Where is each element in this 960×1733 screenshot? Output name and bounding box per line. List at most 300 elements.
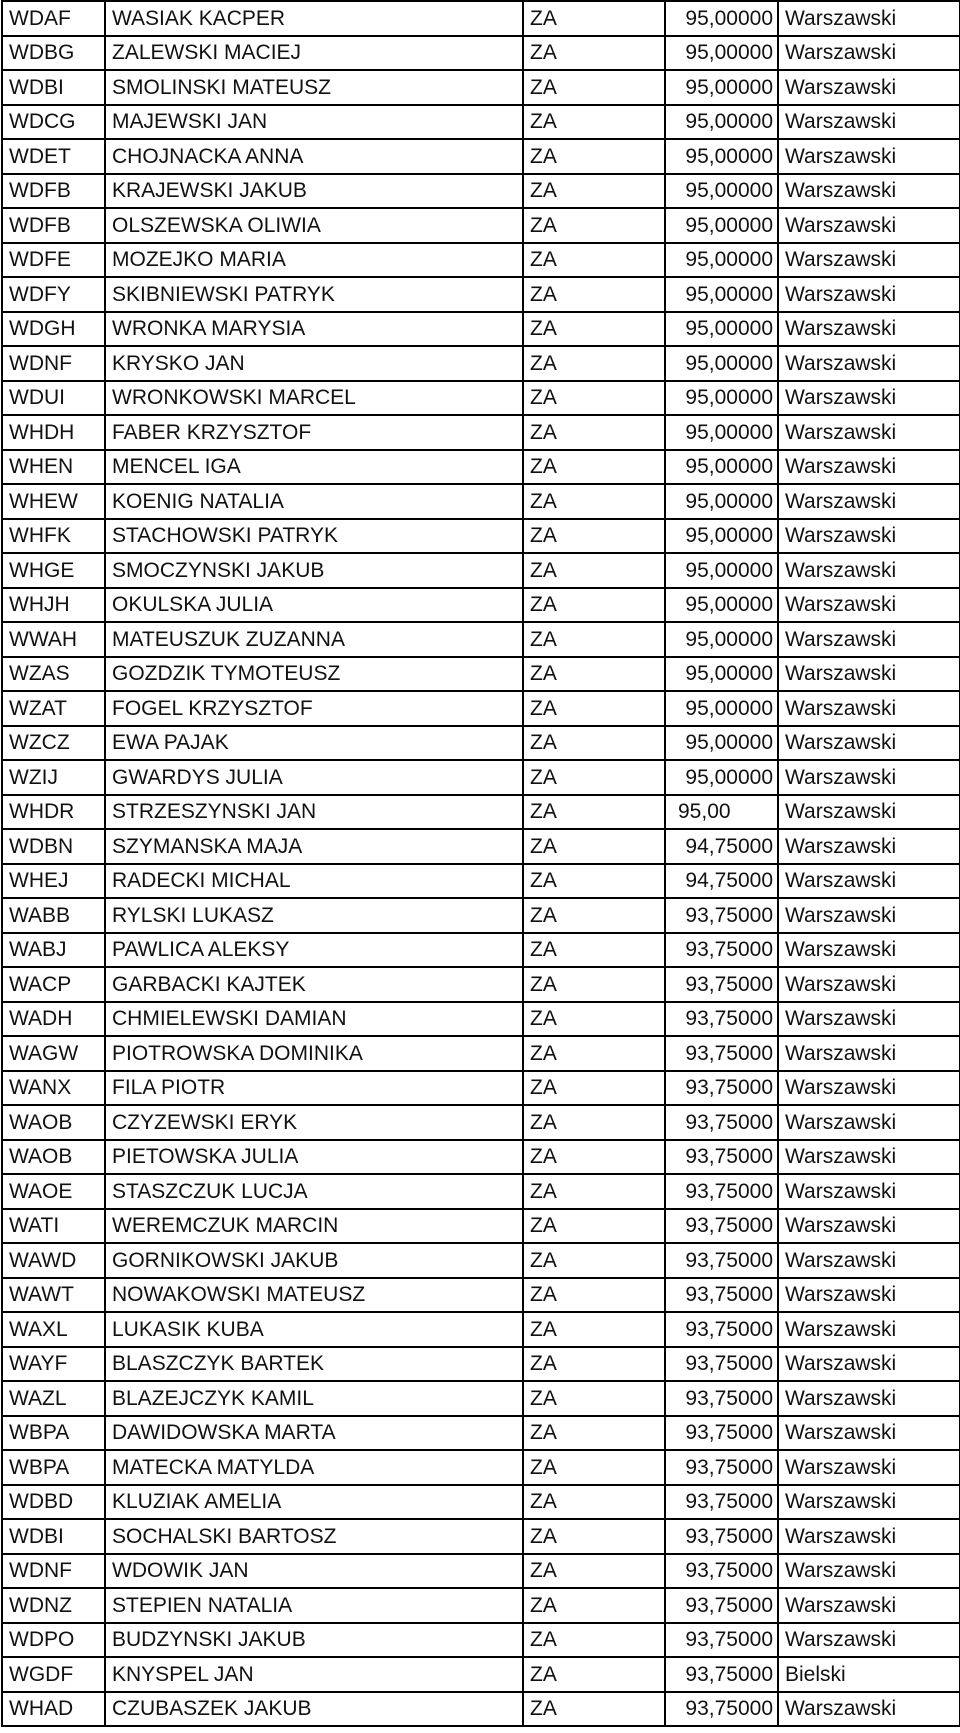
cell-code: WDBI xyxy=(2,1519,105,1554)
cell-city: Warszawski xyxy=(778,1416,960,1451)
table-row xyxy=(2,622,960,657)
cell-city: Warszawski xyxy=(778,795,960,830)
table-row xyxy=(2,795,960,830)
cell-code: WHAD xyxy=(2,1692,105,1727)
cell-code: WDGH xyxy=(2,312,105,347)
cell-score: 93,75000 xyxy=(665,1071,778,1106)
cell-group: ZA xyxy=(523,1623,665,1658)
cell-city: Warszawski xyxy=(778,553,960,588)
cell-group: ZA xyxy=(523,1105,665,1140)
cell-group: ZA xyxy=(523,1554,665,1589)
table-row xyxy=(2,105,960,140)
cell-code: WABB xyxy=(2,898,105,933)
cell-name: KRAJEWSKI JAKUB xyxy=(105,174,523,209)
cell-score: 95,00000 xyxy=(665,139,778,174)
cell-code: WZCZ xyxy=(2,726,105,761)
cell-code: WDPO xyxy=(2,1623,105,1658)
cell-score: 95,00 xyxy=(665,795,778,830)
cell-group: ZA xyxy=(523,726,665,761)
cell-city: Warszawski xyxy=(778,829,960,864)
cell-code: WAOB xyxy=(2,1140,105,1175)
cell-code: WHDH xyxy=(2,415,105,450)
cell-name: KLUZIAK AMELIA xyxy=(105,1485,523,1520)
cell-score: 95,00000 xyxy=(665,691,778,726)
cell-group: ZA xyxy=(523,139,665,174)
table-row xyxy=(2,553,960,588)
table-row xyxy=(2,1,960,36)
cell-name: RYLSKI LUKASZ xyxy=(105,898,523,933)
cell-code: WAWT xyxy=(2,1278,105,1313)
cell-name: DAWIDOWSKA MARTA xyxy=(105,1416,523,1451)
cell-name: ZALEWSKI MACIEJ xyxy=(105,36,523,71)
cell-city: Warszawski xyxy=(778,1450,960,1485)
table-row xyxy=(2,450,960,485)
cell-code: WDNF xyxy=(2,1554,105,1589)
cell-name: KRYSKO JAN xyxy=(105,346,523,381)
cell-group: ZA xyxy=(523,415,665,450)
cell-group: ZA xyxy=(523,691,665,726)
table-row xyxy=(2,726,960,761)
cell-code: WDBG xyxy=(2,36,105,71)
table-row xyxy=(2,1416,960,1451)
cell-score: 93,75000 xyxy=(665,1243,778,1278)
table-row xyxy=(2,1519,960,1554)
cell-group: ZA xyxy=(523,795,665,830)
cell-code: WAXL xyxy=(2,1312,105,1347)
cell-city: Warszawski xyxy=(778,1692,960,1727)
cell-code: WBPA xyxy=(2,1416,105,1451)
cell-name: WDOWIK JAN xyxy=(105,1554,523,1589)
cell-city: Warszawski xyxy=(778,346,960,381)
table-row xyxy=(2,1588,960,1623)
cell-score: 95,00000 xyxy=(665,450,778,485)
cell-score: 93,75000 xyxy=(665,1036,778,1071)
cell-group: ZA xyxy=(523,277,665,312)
table-row xyxy=(2,174,960,209)
cell-score: 94,75000 xyxy=(665,829,778,864)
cell-name: MATECKA MATYLDA xyxy=(105,1450,523,1485)
cell-score: 93,75000 xyxy=(665,1519,778,1554)
cell-city: Warszawski xyxy=(778,1002,960,1037)
cell-score: 93,75000 xyxy=(665,1623,778,1658)
cell-group: ZA xyxy=(523,519,665,554)
cell-name: MAJEWSKI JAN xyxy=(105,105,523,140)
cell-group: ZA xyxy=(523,1519,665,1554)
cell-score: 93,75000 xyxy=(665,1002,778,1037)
cell-name: SKIBNIEWSKI PATRYK xyxy=(105,277,523,312)
table-row xyxy=(2,1002,960,1037)
cell-city: Warszawski xyxy=(778,1381,960,1416)
cell-city: Warszawski xyxy=(778,381,960,416)
cell-name: PIOTROWSKA DOMINIKA xyxy=(105,1036,523,1071)
cell-group: ZA xyxy=(523,1416,665,1451)
cell-group: ZA xyxy=(523,1485,665,1520)
cell-group: ZA xyxy=(523,105,665,140)
table-row xyxy=(2,1554,960,1589)
cell-city: Warszawski xyxy=(778,139,960,174)
cell-group: ZA xyxy=(523,553,665,588)
table-row xyxy=(2,1347,960,1382)
cell-code: WZAS xyxy=(2,657,105,692)
cell-code: WAGW xyxy=(2,1036,105,1071)
table-row xyxy=(2,657,960,692)
cell-score: 93,75000 xyxy=(665,1140,778,1175)
cell-code: WDFE xyxy=(2,243,105,278)
cell-city: Warszawski xyxy=(778,1174,960,1209)
cell-group: ZA xyxy=(523,898,665,933)
cell-name: STEPIEN NATALIA xyxy=(105,1588,523,1623)
cell-name: SMOLINSKI MATEUSZ xyxy=(105,70,523,105)
cell-name: MENCEL IGA xyxy=(105,450,523,485)
cell-score: 95,00000 xyxy=(665,1,778,36)
cell-score: 95,00000 xyxy=(665,70,778,105)
cell-city: Warszawski xyxy=(778,691,960,726)
cell-city: Warszawski xyxy=(778,1554,960,1589)
cell-city: Warszawski xyxy=(778,243,960,278)
cell-code: WDCG xyxy=(2,105,105,140)
cell-code: WDUI xyxy=(2,381,105,416)
cell-city: Warszawski xyxy=(778,1485,960,1520)
cell-group: ZA xyxy=(523,1450,665,1485)
cell-group: ZA xyxy=(523,450,665,485)
cell-code: WHEJ xyxy=(2,864,105,899)
cell-group: ZA xyxy=(523,243,665,278)
cell-name: FABER KRZYSZTOF xyxy=(105,415,523,450)
cell-city: Warszawski xyxy=(778,484,960,519)
cell-code: WHDR xyxy=(2,795,105,830)
table-row xyxy=(2,519,960,554)
cell-city: Warszawski xyxy=(778,1623,960,1658)
cell-code: WANX xyxy=(2,1071,105,1106)
cell-name: EWA PAJAK xyxy=(105,726,523,761)
cell-score: 95,00000 xyxy=(665,726,778,761)
results-table xyxy=(1,0,960,1727)
cell-group: ZA xyxy=(523,967,665,1002)
cell-score: 95,00000 xyxy=(665,36,778,71)
cell-code: WHFK xyxy=(2,519,105,554)
cell-city: Warszawski xyxy=(778,760,960,795)
cell-code: WDET xyxy=(2,139,105,174)
cell-score: 93,75000 xyxy=(665,1209,778,1244)
table-row xyxy=(2,243,960,278)
cell-code: WABJ xyxy=(2,933,105,968)
table-row xyxy=(2,1105,960,1140)
table-row xyxy=(2,484,960,519)
cell-group: ZA xyxy=(523,312,665,347)
cell-group: ZA xyxy=(523,381,665,416)
cell-code: WACP xyxy=(2,967,105,1002)
table-row xyxy=(2,1071,960,1106)
cell-score: 93,75000 xyxy=(665,1381,778,1416)
cell-code: WAYF xyxy=(2,1347,105,1382)
cell-name: CHOJNACKA ANNA xyxy=(105,139,523,174)
table-row xyxy=(2,139,960,174)
cell-code: WADH xyxy=(2,1002,105,1037)
table-row xyxy=(2,588,960,623)
cell-group: ZA xyxy=(523,864,665,899)
cell-group: ZA xyxy=(523,36,665,71)
cell-score: 95,00000 xyxy=(665,312,778,347)
cell-group: ZA xyxy=(523,1243,665,1278)
table-row xyxy=(2,1381,960,1416)
cell-group: ZA xyxy=(523,1174,665,1209)
table-row xyxy=(2,1450,960,1485)
cell-group: ZA xyxy=(523,829,665,864)
cell-city: Warszawski xyxy=(778,657,960,692)
cell-city: Warszawski xyxy=(778,588,960,623)
table-row xyxy=(2,208,960,243)
cell-group: ZA xyxy=(523,588,665,623)
cell-code: WDBD xyxy=(2,1485,105,1520)
table-row xyxy=(2,1243,960,1278)
cell-name: WEREMCZUK MARCIN xyxy=(105,1209,523,1244)
cell-code: WGDF xyxy=(2,1657,105,1692)
cell-code: WAZL xyxy=(2,1381,105,1416)
cell-group: ZA xyxy=(523,1002,665,1037)
table-row xyxy=(2,277,960,312)
cell-group: ZA xyxy=(523,657,665,692)
cell-name: FOGEL KRZYSZTOF xyxy=(105,691,523,726)
cell-group: ZA xyxy=(523,1140,665,1175)
cell-city: Warszawski xyxy=(778,1036,960,1071)
cell-city: Warszawski xyxy=(778,933,960,968)
cell-score: 93,75000 xyxy=(665,1657,778,1692)
table-row xyxy=(2,1278,960,1313)
cell-city: Warszawski xyxy=(778,450,960,485)
cell-score: 93,75000 xyxy=(665,967,778,1002)
cell-name: NOWAKOWSKI MATEUSZ xyxy=(105,1278,523,1313)
cell-name: WASIAK KACPER xyxy=(105,1,523,36)
cell-city: Warszawski xyxy=(778,1105,960,1140)
table-row xyxy=(2,1657,960,1692)
table-row xyxy=(2,415,960,450)
cell-name: PIETOWSKA JULIA xyxy=(105,1140,523,1175)
cell-code: WBPA xyxy=(2,1450,105,1485)
cell-group: ZA xyxy=(523,1692,665,1727)
cell-city: Warszawski xyxy=(778,277,960,312)
cell-score: 93,75000 xyxy=(665,1105,778,1140)
cell-name: BLASZCZYK BARTEK xyxy=(105,1347,523,1382)
cell-group: ZA xyxy=(523,933,665,968)
table-row xyxy=(2,898,960,933)
cell-name: WRONKA MARYSIA xyxy=(105,312,523,347)
cell-code: WAOB xyxy=(2,1105,105,1140)
cell-city: Bielski xyxy=(778,1657,960,1692)
cell-score: 94,75000 xyxy=(665,864,778,899)
cell-group: ZA xyxy=(523,1278,665,1313)
table-row xyxy=(2,1312,960,1347)
cell-group: ZA xyxy=(523,70,665,105)
table-row xyxy=(2,933,960,968)
cell-score: 93,75000 xyxy=(665,1450,778,1485)
cell-city: Warszawski xyxy=(778,622,960,657)
cell-score: 95,00000 xyxy=(665,622,778,657)
cell-city: Warszawski xyxy=(778,1140,960,1175)
cell-city: Warszawski xyxy=(778,1278,960,1313)
cell-name: FILA PIOTR xyxy=(105,1071,523,1106)
table-row xyxy=(2,1623,960,1658)
cell-score: 95,00000 xyxy=(665,553,778,588)
cell-group: ZA xyxy=(523,1209,665,1244)
cell-city: Warszawski xyxy=(778,1347,960,1382)
cell-score: 93,75000 xyxy=(665,1416,778,1451)
cell-name: CZUBASZEK JAKUB xyxy=(105,1692,523,1727)
cell-code: WAWD xyxy=(2,1243,105,1278)
cell-score: 95,00000 xyxy=(665,277,778,312)
cell-code: WDNZ xyxy=(2,1588,105,1623)
table-row xyxy=(2,1485,960,1520)
cell-score: 95,00000 xyxy=(665,484,778,519)
cell-score: 93,75000 xyxy=(665,1692,778,1727)
cell-score: 95,00000 xyxy=(665,381,778,416)
cell-score: 95,00000 xyxy=(665,760,778,795)
cell-score: 93,75000 xyxy=(665,1312,778,1347)
cell-name: GORNIKOWSKI JAKUB xyxy=(105,1243,523,1278)
cell-code: WDNF xyxy=(2,346,105,381)
cell-code: WHGE xyxy=(2,553,105,588)
cell-name: WRONKOWSKI MARCEL xyxy=(105,381,523,416)
cell-city: Warszawski xyxy=(778,1519,960,1554)
table-row xyxy=(2,1174,960,1209)
cell-city: Warszawski xyxy=(778,174,960,209)
cell-code: WZAT xyxy=(2,691,105,726)
cell-name: KNYSPEL JAN xyxy=(105,1657,523,1692)
cell-name: SZYMANSKA MAJA xyxy=(105,829,523,864)
table-row xyxy=(2,70,960,105)
table-row xyxy=(2,691,960,726)
cell-name: RADECKI MICHAL xyxy=(105,864,523,899)
cell-group: ZA xyxy=(523,484,665,519)
cell-group: ZA xyxy=(523,1347,665,1382)
cell-name: MATEUSZUK ZUZANNA xyxy=(105,622,523,657)
cell-name: PAWLICA ALEKSY xyxy=(105,933,523,968)
cell-score: 95,00000 xyxy=(665,519,778,554)
cell-name: SOCHALSKI BARTOSZ xyxy=(105,1519,523,1554)
cell-city: Warszawski xyxy=(778,1,960,36)
table-row xyxy=(2,381,960,416)
cell-city: Warszawski xyxy=(778,1243,960,1278)
cell-code: WZIJ xyxy=(2,760,105,795)
cell-name: STRZESZYNSKI JAN xyxy=(105,795,523,830)
cell-score: 93,75000 xyxy=(665,898,778,933)
cell-score: 95,00000 xyxy=(665,105,778,140)
cell-score: 93,75000 xyxy=(665,1588,778,1623)
cell-group: ZA xyxy=(523,1312,665,1347)
cell-score: 93,75000 xyxy=(665,1174,778,1209)
table-row xyxy=(2,346,960,381)
cell-name: CHMIELEWSKI DAMIAN xyxy=(105,1002,523,1037)
cell-city: Warszawski xyxy=(778,70,960,105)
cell-group: ZA xyxy=(523,1588,665,1623)
results-table-body xyxy=(2,1,960,1726)
cell-name: OLSZEWSKA OLIWIA xyxy=(105,208,523,243)
cell-code: WDFY xyxy=(2,277,105,312)
cell-score: 95,00000 xyxy=(665,415,778,450)
cell-name: SMOCZYNSKI JAKUB xyxy=(105,553,523,588)
table-row xyxy=(2,1692,960,1727)
table-row xyxy=(2,829,960,864)
table-row xyxy=(2,864,960,899)
cell-name: LUKASIK KUBA xyxy=(105,1312,523,1347)
cell-name: BLAZEJCZYK KAMIL xyxy=(105,1381,523,1416)
cell-city: Warszawski xyxy=(778,1588,960,1623)
cell-code: WHEW xyxy=(2,484,105,519)
cell-city: Warszawski xyxy=(778,967,960,1002)
table-row xyxy=(2,760,960,795)
cell-name: MOZEJKO MARIA xyxy=(105,243,523,278)
cell-name: CZYZEWSKI ERYK xyxy=(105,1105,523,1140)
cell-score: 93,75000 xyxy=(665,1278,778,1313)
cell-score: 95,00000 xyxy=(665,208,778,243)
cell-group: ZA xyxy=(523,1071,665,1106)
cell-name: BUDZYNSKI JAKUB xyxy=(105,1623,523,1658)
cell-name: STASZCZUK LUCJA xyxy=(105,1174,523,1209)
cell-code: WDBI xyxy=(2,70,105,105)
cell-score: 95,00000 xyxy=(665,588,778,623)
cell-code: WHEN xyxy=(2,450,105,485)
cell-code: WDFB xyxy=(2,208,105,243)
cell-code: WDAF xyxy=(2,1,105,36)
cell-code: WDBN xyxy=(2,829,105,864)
cell-city: Warszawski xyxy=(778,208,960,243)
cell-group: ZA xyxy=(523,760,665,795)
cell-name: STACHOWSKI PATRYK xyxy=(105,519,523,554)
cell-name: GOZDZIK TYMOTEUSZ xyxy=(105,657,523,692)
cell-code: WAOE xyxy=(2,1174,105,1209)
cell-group: ZA xyxy=(523,1657,665,1692)
cell-score: 95,00000 xyxy=(665,174,778,209)
cell-score: 93,75000 xyxy=(665,933,778,968)
cell-score: 95,00000 xyxy=(665,346,778,381)
cell-group: ZA xyxy=(523,174,665,209)
cell-group: ZA xyxy=(523,208,665,243)
cell-city: Warszawski xyxy=(778,415,960,450)
cell-name: GARBACKI KAJTEK xyxy=(105,967,523,1002)
cell-group: ZA xyxy=(523,1381,665,1416)
cell-city: Warszawski xyxy=(778,519,960,554)
cell-group: ZA xyxy=(523,346,665,381)
cell-city: Warszawski xyxy=(778,864,960,899)
cell-city: Warszawski xyxy=(778,105,960,140)
cell-code: WWAH xyxy=(2,622,105,657)
cell-city: Warszawski xyxy=(778,312,960,347)
cell-city: Warszawski xyxy=(778,1071,960,1106)
cell-name: GWARDYS JULIA xyxy=(105,760,523,795)
table-row xyxy=(2,36,960,71)
cell-group: ZA xyxy=(523,1036,665,1071)
table-row xyxy=(2,1140,960,1175)
cell-city: Warszawski xyxy=(778,36,960,71)
cell-score: 93,75000 xyxy=(665,1554,778,1589)
table-row xyxy=(2,1209,960,1244)
cell-city: Warszawski xyxy=(778,1209,960,1244)
cell-score: 95,00000 xyxy=(665,243,778,278)
cell-city: Warszawski xyxy=(778,1312,960,1347)
table-row xyxy=(2,312,960,347)
cell-code: WATI xyxy=(2,1209,105,1244)
cell-group: ZA xyxy=(523,1,665,36)
cell-score: 93,75000 xyxy=(665,1485,778,1520)
cell-city: Warszawski xyxy=(778,726,960,761)
cell-name: KOENIG NATALIA xyxy=(105,484,523,519)
cell-score: 93,75000 xyxy=(665,1347,778,1382)
cell-code: WHJH xyxy=(2,588,105,623)
cell-city: Warszawski xyxy=(778,898,960,933)
cell-score: 95,00000 xyxy=(665,657,778,692)
table-row xyxy=(2,1036,960,1071)
cell-group: ZA xyxy=(523,622,665,657)
cell-code: WDFB xyxy=(2,174,105,209)
